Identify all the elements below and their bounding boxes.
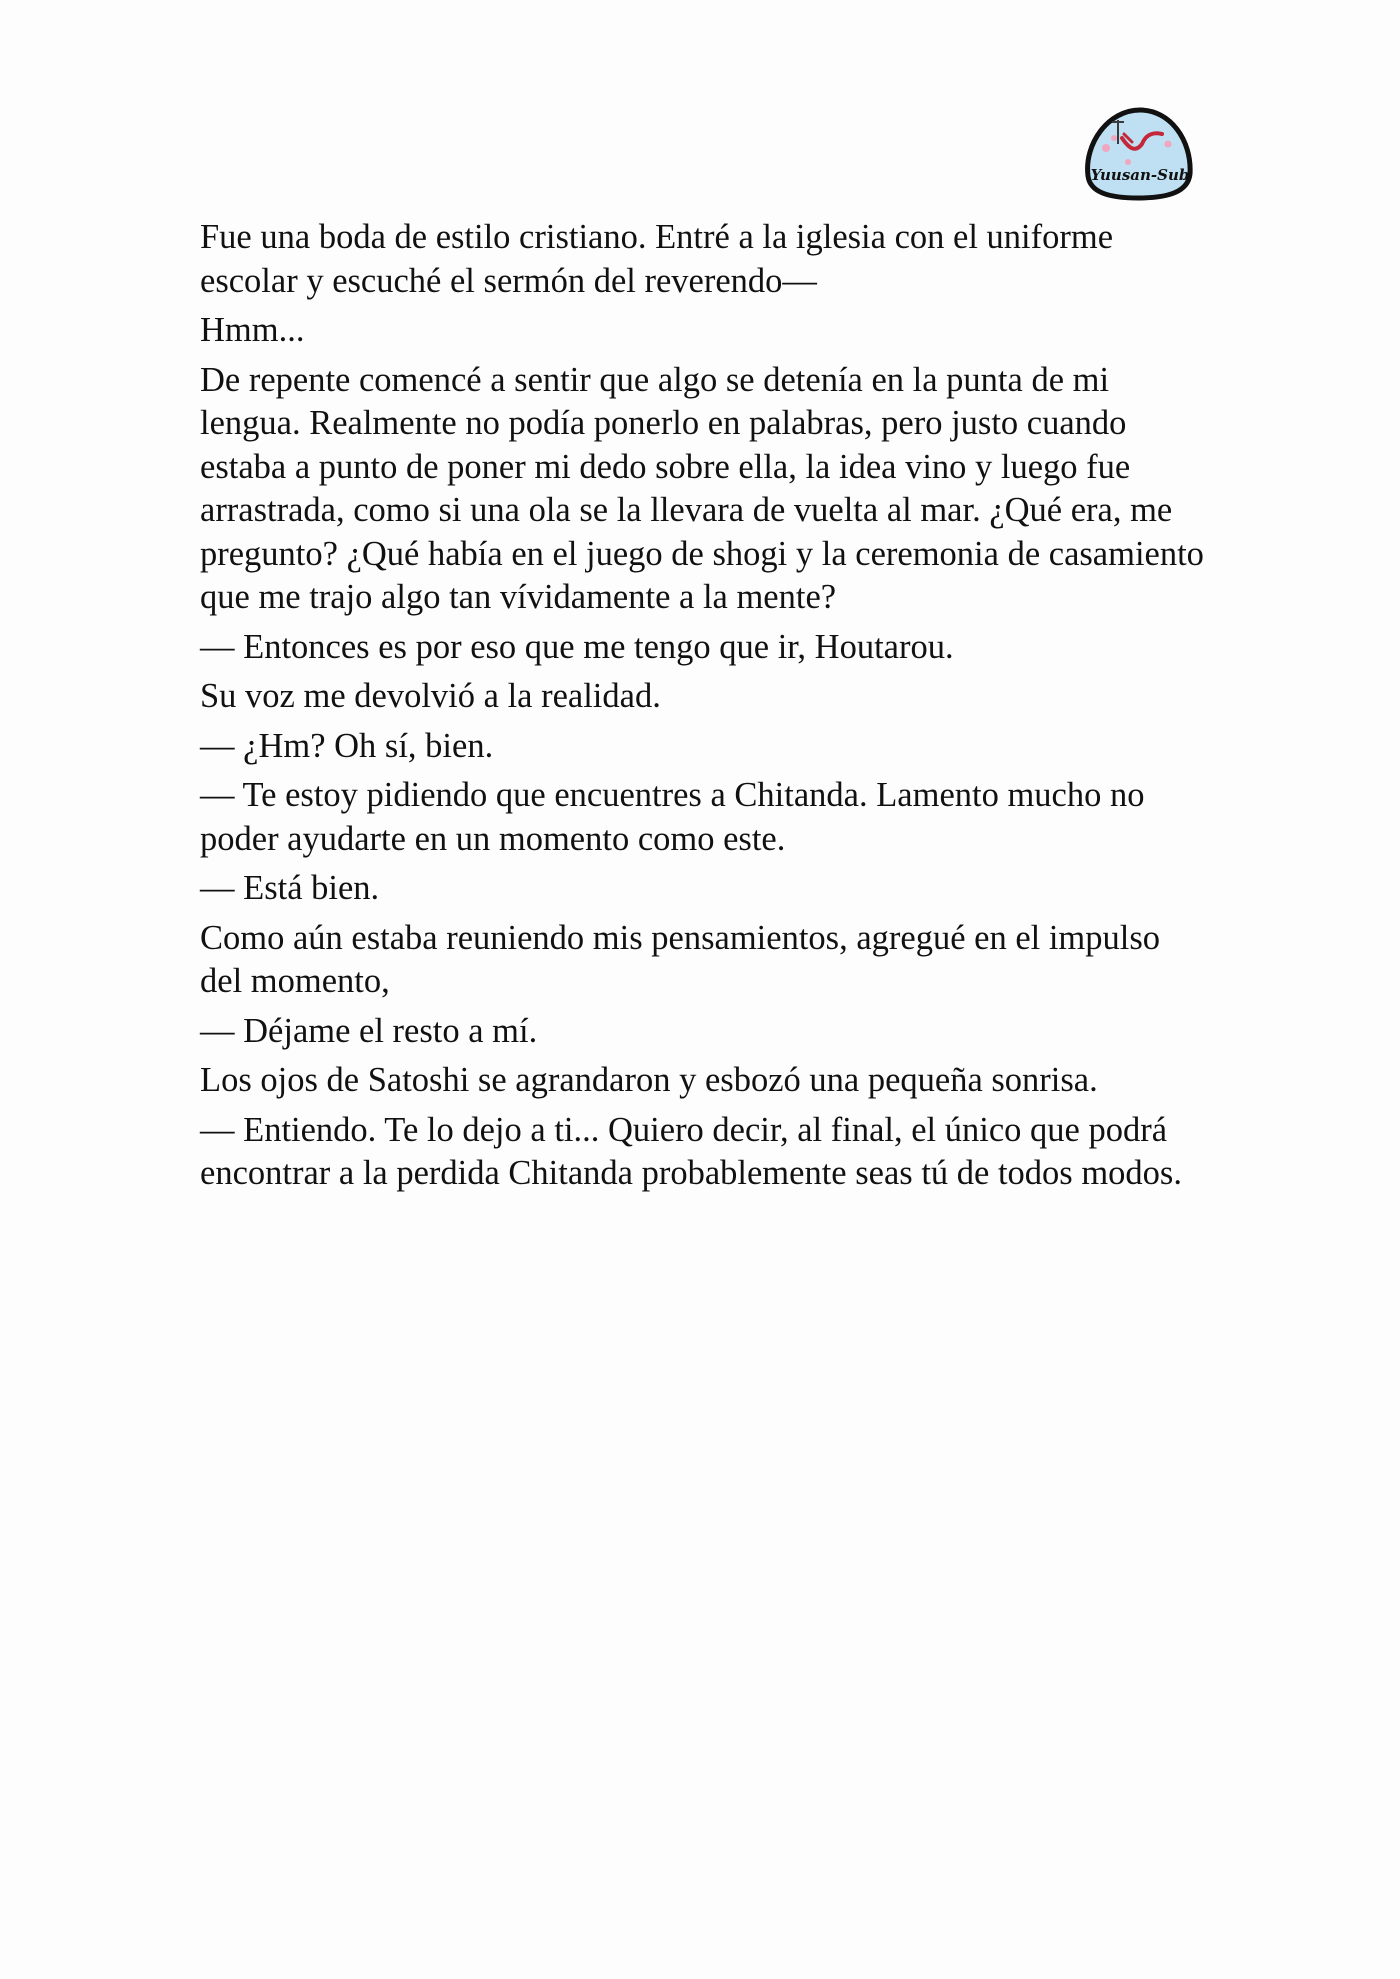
dialogue-line: — Te estoy pidiendo que encuentres a Chitanda. Lamento mucho no poder ayudarte en un momento como este. — [200, 776, 1145, 858]
paragraph: Los ojos de Satoshi se agrandaron y esbozó una pequeña sonrisa. — [200, 1061, 1098, 1099]
yuusan-sub-logo — [1078, 104, 1198, 202]
logo-text: Yuusan-Sub — [1090, 166, 1190, 184]
dialogue-line: — ¿Hm? Oh sí, bien. — [200, 726, 494, 765]
paragraph: Hmm... — [200, 311, 305, 349]
paragraph: Su voz me devolvió a la realidad. — [200, 677, 661, 715]
dialogue-line: — Entiendo. Te lo dejo a ti... Quiero decir, al final, el único que podrá encontrar a la perdida Chitanda probablemente seas tú de todos modos. — [200, 1110, 1182, 1192]
dialogue-line: — Entonces es por eso que me tengo que ir, Houtarou. — [200, 627, 954, 666]
paragraph: Fue una boda de estilo cristiano. Entré a la iglesia con el uniforme escolar y escuché el sermón del reverendo— — [200, 218, 1114, 300]
dialogue-line: — Está bien. — [200, 869, 380, 907]
logo-graphic — [1078, 104, 1198, 202]
paragraph: Como aún estaba reuniendo mis pensamientos, agregué en el impulso del momento, — [200, 918, 1161, 1000]
dialogue-line: — Déjame el resto a mí. — [200, 1011, 538, 1050]
paragraph: De repente comencé a sentir que algo se detenía en la punta de mi lengua. Realmente no podía ponerlo en palabras, pero justo cuando estaba a punto de poner mi dedo sobre ella, la idea vino y luego fue arrastrada, como si una ola se la llevara de vuelta al mar. ¿Qué era, me pregunto? ¿Qué había en el juego de shogi y la ceremonia de casamiento que me trajo algo tan vívidamente a la mente? — [200, 360, 1204, 616]
body-text — [200, 216, 1210, 1202]
